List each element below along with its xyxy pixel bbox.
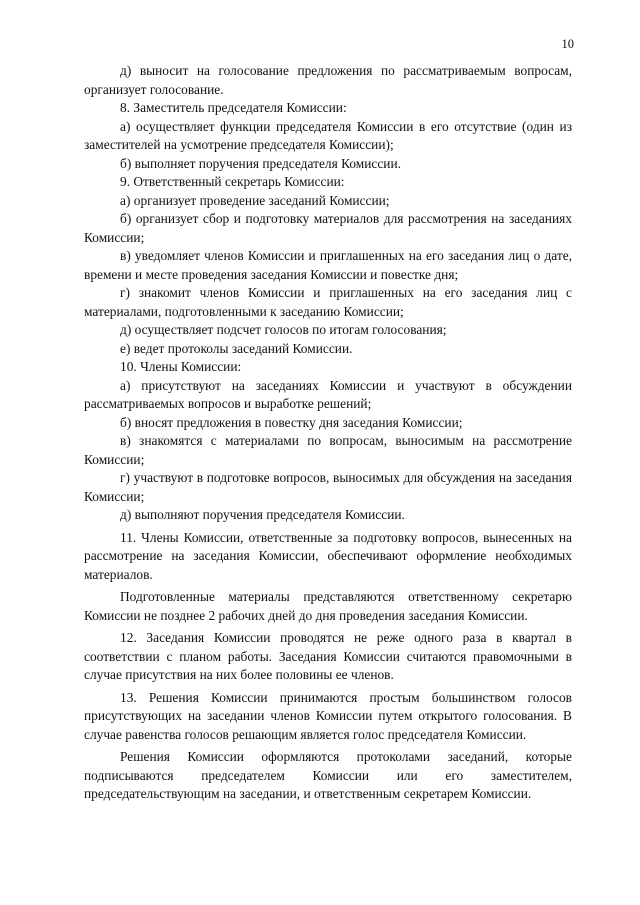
paragraph: б) выполняет поручения председателя Комиссии. xyxy=(120,155,401,171)
paragraph: в) уведомляет членов Комиссии и приглашенных на его заседания лиц о дате, времени и месте проведения заседания Комиссии и повестке дня; xyxy=(84,248,572,282)
paragraph: Подготовленные материалы представляются ответственному секретарю Комиссии не позднее 2 рабочих дней до дня проведения заседания Комиссии. xyxy=(84,589,572,623)
paragraph: а) присутствуют на заседаниях Комиссии и участвуют в обсуждении рассматриваемых вопросов и выработке решений; xyxy=(84,377,572,411)
paragraph: д) осуществляет подсчет голосов по итогам голосования; xyxy=(120,322,447,337)
paragraph: 11. Члены Комиссии, ответственные за подготовку вопросов, вынесенных на рассмотрение на заседания Комиссии, обеспечивают оформление необходимых материалов. xyxy=(84,529,572,582)
paragraph: в) знакомятся с материалами по вопросам, выносимым на рассмотрение Комиссии; xyxy=(84,433,572,467)
paragraph: а) осуществляет функции председателя Комиссии в его отсутствие (один из заместителей на усмотрение председателя Комиссии); xyxy=(84,118,572,152)
paragraph: г) знакомит членов Комиссии и приглашенных на его заседания лиц с материалами, подготовленными к заседанию Комиссии; xyxy=(84,285,572,319)
paragraph: д) выполняют поручения председателя Комиссии. xyxy=(120,507,405,522)
paragraph: а) организует проведение заседаний Комиссии; xyxy=(120,192,390,208)
paragraph: д) выносит на голосование предложения по рассматриваемым вопросам, организует голосование. xyxy=(84,63,572,97)
paragraph: г) участвуют в подготовке вопросов, выносимых для обсуждения на заседания Комиссии; xyxy=(84,470,572,504)
paragraph: Решения Комиссии оформляются протоколами заседаний, которые подписываются председателем Комиссии или его заместителем, председательствующим на заседании, и ответственным секретарем Комиссии. xyxy=(84,749,572,801)
paragraph: б) вносят предложения в повестку дня заседания Комиссии; xyxy=(120,414,463,430)
paragraph: 10. Члены Комиссии: xyxy=(120,359,242,374)
paragraph: б) организует сбор и подготовку материалов для рассмотрения на заседаниях Комиссии; xyxy=(84,211,572,245)
paragraph: 8. Заместитель председателя Комиссии: xyxy=(120,100,347,115)
paragraph: 9. Ответственный секретарь Комиссии: xyxy=(120,174,345,189)
page-number: 10 xyxy=(561,37,574,51)
document-body xyxy=(84,62,572,804)
paragraph: 12. Заседания Комиссии проводятся не реже одного раза в квартал в соответствии с планом работы. Заседания Комиссии считаются правомочными в случае присутствия на них более половины ее членов. xyxy=(84,630,572,682)
paragraph: е) ведет протоколы заседаний Комиссии. xyxy=(120,340,353,356)
paragraph: 13. Решения Комиссии принимаются простым большинством голосов присутствующих на заседании членов Комиссии путем открытого голосования. В случае равенства голосов решающим является голос председателя Комиссии. xyxy=(84,689,572,742)
